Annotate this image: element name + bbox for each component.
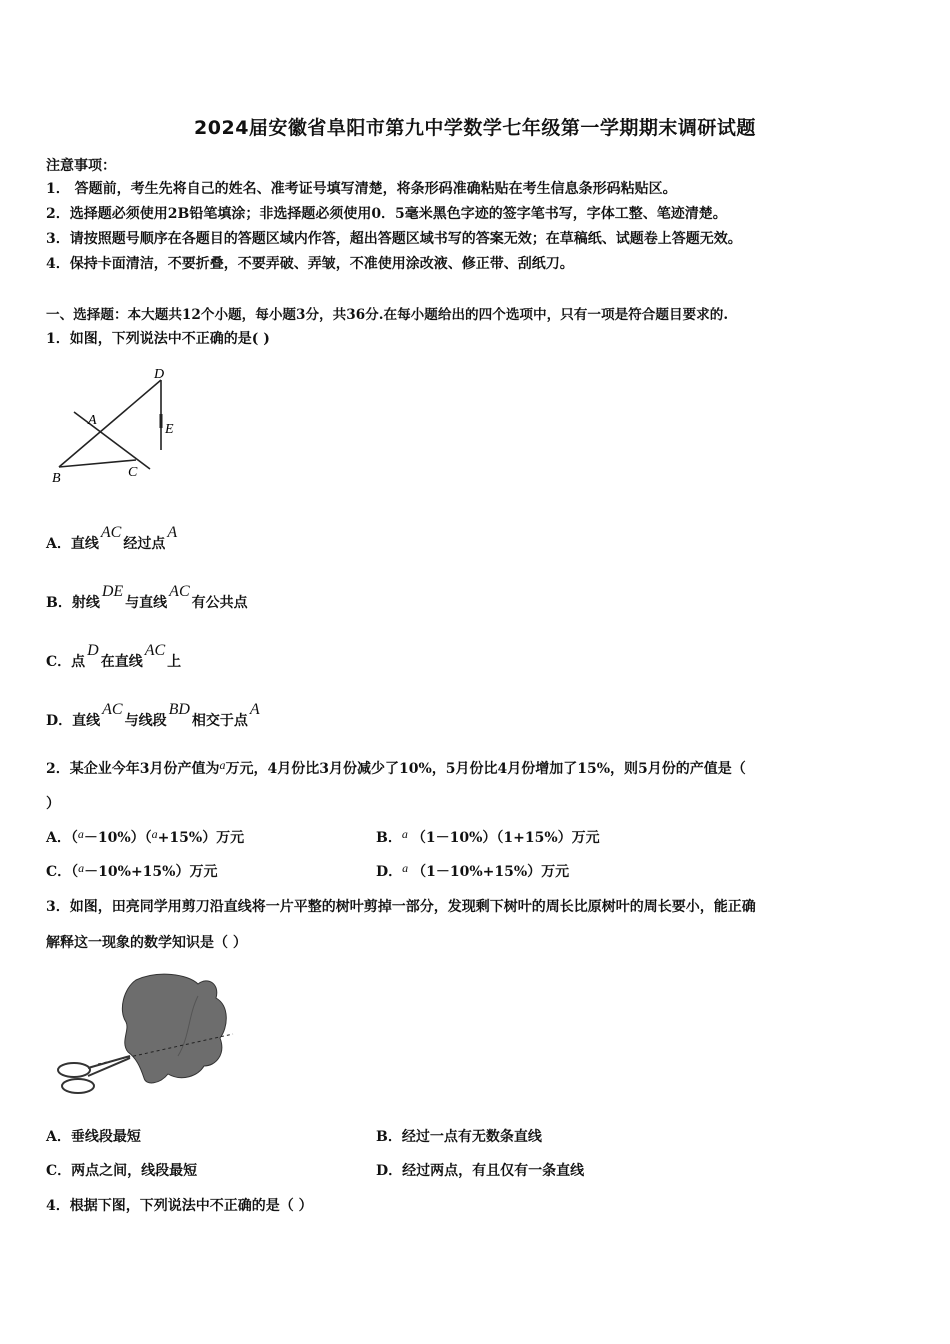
notice-item-2: 2．选择题必须使用2B铅笔填涂；非选择题必须使用0．5毫米黑色字迹的签字笔书写，字体工整、笔迹清楚。 (46, 206, 727, 222)
label-d: D (154, 367, 165, 382)
scissor-handle-2 (62, 1079, 94, 1093)
notice-item-3: 3．请按照题号顺序在各题目的答题区域内作答，超出答题区域书写的答案无效；在草稿纸、试题卷上答题无效。 (46, 231, 742, 247)
q3-option-a[interactable]: A．垂线段最短 (46, 1129, 141, 1145)
q1-geometry-figure (44, 360, 194, 490)
q3-option-b[interactable]: B．经过一点有无数条直线 (376, 1129, 542, 1145)
segment-bc (59, 460, 136, 467)
section-heading: 一、选择题：本大题共12个小题，每小题3分，共36分.在每小题给出的四个选项中，只有一项是符合题目要求的. (46, 307, 729, 323)
q4-stem: 4．根据下图，下列说法中不正确的是（ ） (46, 1198, 313, 1214)
q3-leaf-scissors-image (48, 966, 238, 1106)
q1-stem: 1．如图，下列说法中不正确的是( ) (46, 331, 270, 347)
q2-option-d[interactable]: D．a （1－10%+15%）万元 (376, 861, 570, 880)
q3-option-d[interactable]: D．经过两点，有且仅有一条直线 (376, 1163, 585, 1179)
q1-option-a[interactable]: A．直线AC经过点A (46, 524, 178, 552)
line-db (59, 380, 161, 467)
q3-option-c[interactable]: C．两点之间，线段最短 (46, 1163, 198, 1179)
notice-heading: 注意事项： (46, 158, 116, 174)
notice-item-4: 4．保持卡面清洁，不要折叠，不要弄破、弄皱，不准使用涂改液、修正带、刮纸刀。 (46, 256, 574, 272)
q3-stem-line-1: 3．如图，田亮同学用剪刀沿直线将一片平整的树叶剪掉一部分，发现剩下树叶的周长比原树叶的周长要小，能正确 (46, 899, 756, 915)
q1-option-c[interactable]: C．点D在直线AC上 (46, 642, 182, 670)
label-e: E (165, 422, 174, 437)
q2-stem: 2．某企业今年3月份产值为a万元，4月份比3月份减少了10%，5月份比4月份增加了15%，则5月份的产值是（ (46, 758, 746, 777)
q1-option-b[interactable]: B．射线DE与直线AC有公共点 (46, 583, 248, 611)
q2-option-b[interactable]: B．a （1－10%）（1+15%）万元 (376, 827, 600, 846)
label-a: A (88, 413, 97, 428)
line-ac (74, 412, 150, 469)
q2-option-a[interactable]: A．（a－10%）（a+15%）万元 (46, 827, 245, 846)
page-title: 2024届安徽省阜阳市第九中学数学七年级第一学期期末调研试题 (194, 117, 756, 139)
notice-item-1: 1． 答题前，考生先将自己的姓名、准考证号填写清楚，将条形码准确粘贴在考生信息条形码粘贴区。 (46, 181, 677, 197)
label-b: B (52, 471, 61, 486)
q2-option-c[interactable]: C．（a－10%+15%）万元 (46, 861, 218, 880)
label-c: C (128, 465, 138, 480)
scissor-handle-1 (58, 1063, 90, 1077)
q3-stem-line-2: 解释这一现象的数学知识是（ ） (46, 935, 247, 951)
q2-stem-close: ） (46, 796, 60, 812)
leaf-shape (122, 974, 226, 1083)
q1-option-d[interactable]: D．直线AC与线段BD相交于点A (46, 701, 260, 729)
